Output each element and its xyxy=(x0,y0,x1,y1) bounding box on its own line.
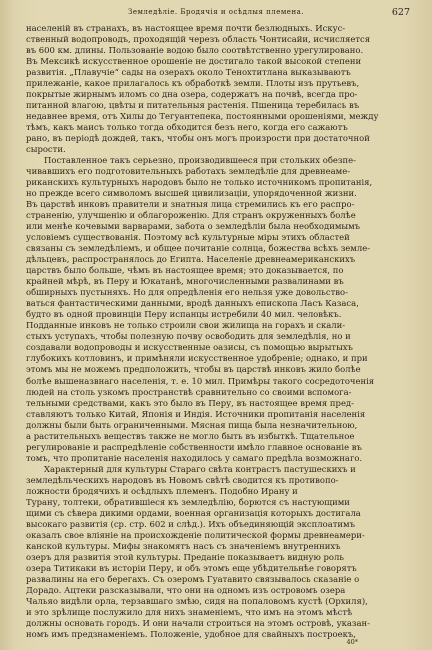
text-line: канской культуры. Мифы знакомятъ насъ съ значеніемъ внутреннихъ xyxy=(26,540,341,551)
text-line: Подданные инковъ не только строили свои жилища на горахъ и скали- xyxy=(26,320,346,331)
text-line: регулированіе и распредѣленіе собственности имѣло главное основаніе въ xyxy=(26,441,362,452)
text-line: Турану, толтеки, обратившіеся къ земледѣлію, борются съ настующими xyxy=(26,496,350,507)
text-line: Поставленное такъ серьезно, производившееся при стольких обезпе- xyxy=(44,155,356,166)
running-head: Земледѣліе. Бродячія и осѣдлыя племена. xyxy=(127,8,305,16)
text-line: крайней мѣрѣ, въ Перу и Юкатанѣ, многочисленными развалинами въ xyxy=(26,276,344,287)
text-line: должны были быть ограниченными. Мясная пища была незначительною, xyxy=(26,419,358,430)
page-header xyxy=(0,8,432,22)
text-line: ставляютъ только Китай, Японія и Индія. Источники пропитанія населенія xyxy=(26,408,366,419)
text-line: питанной влагою, цвѣты и питательныя растенія. Пшеница теребилась въ xyxy=(26,100,360,111)
signature-mark: 40* xyxy=(346,638,358,646)
text-line: прилежаніе, какое прилагалось къ обработкѣ земли. Плоты изъ прутьевъ, xyxy=(26,78,360,89)
page-number: 627 xyxy=(391,7,410,18)
text-line: оказалъ свое вліяніе на происхожденіе политической формы древнеамери- xyxy=(26,529,365,540)
text-line: томъ, что пропитаніе населенія находилось у самаго предѣла возможнаго. xyxy=(26,452,363,463)
text-line: рано, въ періодѣ дождей, такъ, чтобы онъ могъ произрости при достаточной xyxy=(26,133,370,144)
text-line: дѣльцевъ, распространялось до Египта. Населеніе древнеамериканскихъ xyxy=(26,254,356,265)
paragraph xyxy=(26,23,410,155)
text-line: будто въ одной провинціи Перу испанцы истребили 40 мил. человѣкъ. xyxy=(26,309,342,320)
text-line: озера Титикаки въ исторіи Перу, и объ этомъ еще убѣдительнѣе говорятъ xyxy=(26,562,357,573)
text-line: высокаго развитія (ср. стр. 602 и слѣд.). Ихъ объединяющій эксплоатимъ xyxy=(26,518,355,529)
text-line: ваться фантастическими данными, вродѣ данныхъ епископа Ласъ Казаса, xyxy=(26,298,359,309)
body-text xyxy=(26,23,410,640)
text-line: тѣмъ, какъ маисъ только тогда обходится безъ него, когда его сажаютъ xyxy=(26,122,348,133)
text-line: но прежде всего символомъ высшей цивилизаціи, упорядоченной жизни. xyxy=(26,188,357,199)
text-line: этомъ мы не можемъ предположить, чтобы въ царствѣ инковъ жило болѣе xyxy=(26,364,361,375)
text-line: или менѣе кочевыми варварами, забота о земледѣліи была необходимымъ xyxy=(26,221,361,232)
text-line: людей на столь узкомъ пространствѣ сравнительно со своими вспомога- xyxy=(26,386,352,397)
text-line: должны основать городъ. И они начали строиться на этомъ островѣ, указан- xyxy=(26,617,370,628)
text-line: страненію, улучшенію и облагороженію. Для странъ окруженныхъ болѣе xyxy=(26,210,356,221)
paragraph xyxy=(26,464,410,640)
text-line: риканскихъ культурныхъ народовъ было не только источникомъ пропитанія, xyxy=(26,177,373,188)
text-line: Характерный для культуры Стараго свѣта контрастъ пастушескихъ и xyxy=(44,463,356,474)
text-line: глубокихъ котловинъ, и примѣняли искусственное удобреніе; однако, и при xyxy=(26,353,368,364)
text-line: чивавшихъ его подготовительныхъ работахъ земледѣліе для древнеаме- xyxy=(26,166,351,177)
text-line: населеній въ странахъ, въ настоящее время почти безлюдныхъ. Искус- xyxy=(26,23,346,33)
text-line: условіемъ существованія. Поэтому всѣ культурные міры этихъ областей xyxy=(26,232,350,243)
text-line: сырости. xyxy=(26,144,66,155)
text-line: номъ имъ предзнаменіемъ. Положеніе, удобное для свайныхъ построекъ, xyxy=(26,628,356,639)
text-line: связаны съ земледѣліемъ, и общее почитаніе солнца, божества всѣхъ земле- xyxy=(26,243,371,254)
text-line: болѣе вышеназвнаго населенія, т. е. 10 мил. Примѣры такого сосредоточенія xyxy=(26,375,375,386)
paragraph xyxy=(26,155,410,463)
text-line: земледѣльческихъ народовъ въ Новомъ свѣтѣ сводится къ противопо- xyxy=(26,474,339,485)
text-line: недавнее время, отъ Хилы до Тегуантепека, постоянными орошеніями, между xyxy=(26,111,379,122)
text-line: тельными средствами, какъ это было въ Перу, въ настоящее время пред- xyxy=(26,397,354,408)
text-line: Въ Мексикѣ искусственное орошеніе не достигало такой высокой степени xyxy=(26,56,362,67)
text-line: Дорадо. Ацтеки разсказывали, что они на одномъ изъ островомъ озера xyxy=(26,584,346,595)
text-line: и это зрѣлище послужило для нихъ знаменіемъ, что имъ на этомъ мѣстѣ xyxy=(26,606,353,617)
text-line: ложности бродячихъ и осѣдлыхъ племенъ. Подобно Ирану и xyxy=(26,485,298,496)
text-line: покрытые жирнымъ иломъ со дна озера, содержатъ на почвѣ, всегда про- xyxy=(26,89,358,100)
text-line: царствъ было больше, чѣмъ въ настоящее время; это доказывается, по xyxy=(26,265,344,276)
text-line: а растительныхъ веществъ также не могло быть въ избыткѣ. Тщательное xyxy=(26,430,355,441)
text-line: ственный водопроводъ, проходящій черезъ область Чонтисайи, исчисляется xyxy=(26,34,371,45)
text-line: Въ царствѣ инковъ правители и знатныя лица стремились къ его распро- xyxy=(26,199,355,210)
text-line: обширныхъ пустыняхъ. Но для опредѣленія его нельзя уже довольство- xyxy=(26,287,348,298)
text-line: щими съ сѣвера дикими ордами, военная организація которыхъ достигала xyxy=(26,507,361,518)
text-line: развалины на его берегахъ. Съ озеромъ Гуатавито связывалось сказаніе о xyxy=(26,573,360,584)
text-line: развитія. „Плавучіе“ сады на озерахъ около Теноxтитлана выказываютъ xyxy=(26,67,351,78)
text-line: въ 600 км. длины. Пользованіе водою было соотвѣтственно урегулировано. xyxy=(26,45,364,56)
text-line: создавали водопроводы и искусственные оазисы, съ помощью вырытыхъ xyxy=(26,342,353,353)
text-line: стыхъ уступахъ, чтобы полезную почву освободить для земледѣлія, но и xyxy=(26,331,351,342)
text-line: Чальяо видѣли орла, терзавшаго змѣю, сидя на попаловомъ кустѣ (Орхиля), xyxy=(26,595,368,606)
text-line: озеръ для развитія этой культуры. Преданіе показываетъ видную роль xyxy=(26,551,344,562)
